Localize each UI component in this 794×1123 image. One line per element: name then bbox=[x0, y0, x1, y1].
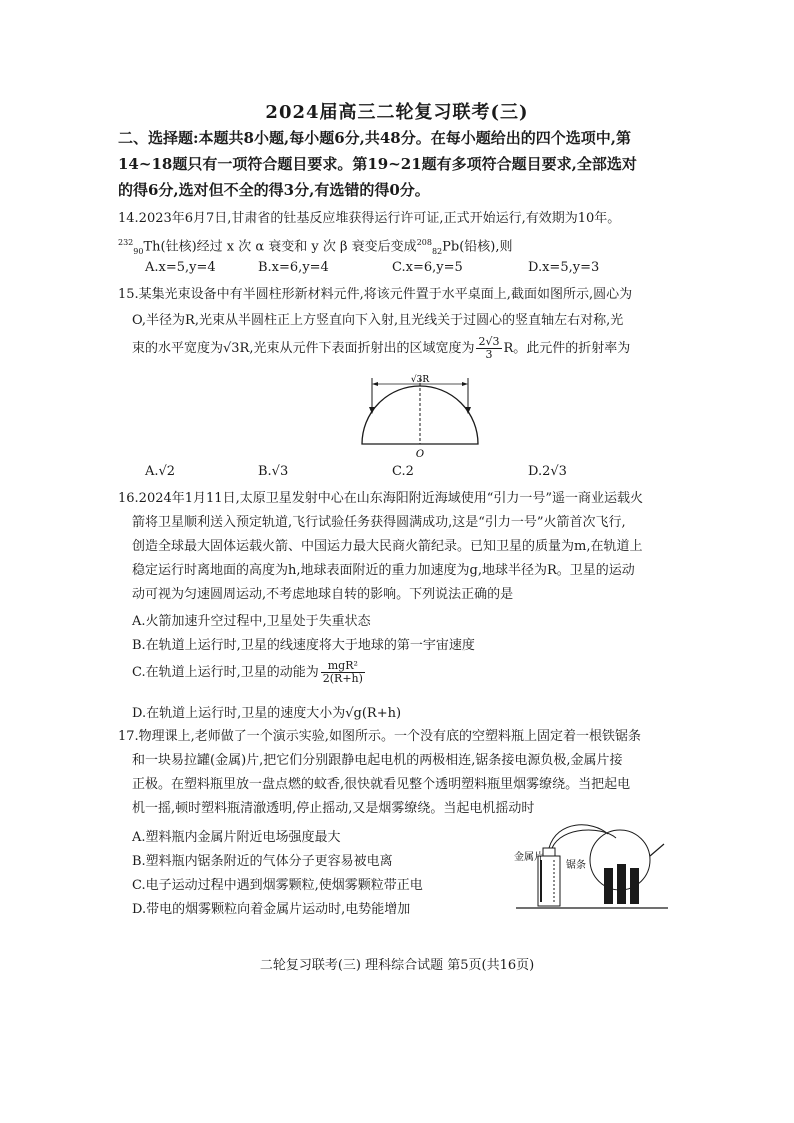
pb-mass-number: 208 bbox=[416, 238, 432, 247]
q17-line-3: 正极。在塑料瓶里放一盘点燃的蚊香,很快就看见整个透明塑料瓶里烟雾缭绕。当把起电 bbox=[132, 777, 631, 792]
q16-option-a: A.火箭加速升空过程中,卫星处于失重状态 bbox=[132, 614, 371, 629]
metal-label-text: 金属片 bbox=[514, 852, 544, 863]
q15-line-2: O,半径为R,光束从半圆柱正上方竖直向下入射,且光线关于过圆心的竖直轴左右对称,光 bbox=[132, 313, 624, 328]
q15-fraction bbox=[476, 336, 501, 361]
left-beam-arrow bbox=[369, 407, 375, 414]
generator-leg-right bbox=[630, 868, 639, 904]
page-footer: 二轮复习联考(三) 理科综合试题 第5页(共16页) bbox=[259, 958, 535, 973]
q17-line-2: 和一块易拉罐(金属)片,把它们分别跟静电起电机的两极相连,锯条接电源负极,金属片接 bbox=[132, 753, 623, 768]
q14-option-d: D.x=5,y=3 bbox=[528, 260, 600, 275]
width-label: √3R bbox=[410, 375, 430, 385]
q15-option-b: B.√3 bbox=[258, 464, 289, 479]
metal-label bbox=[514, 850, 544, 863]
saw-label-text: 锯条 bbox=[566, 860, 586, 871]
q15-line-3b: R。此元件的折射率为 bbox=[503, 341, 631, 356]
section-line-2: 14~18题只有一项符合题目要求。第19~21题有多项符合题目要求,全部选对 bbox=[118, 155, 637, 173]
q17-line-1: 17.物理课上,老师做了一个演示实验,如图所示。一个没有底的空塑料瓶上固定着一根铁锯条 bbox=[118, 729, 641, 744]
bottle-neck bbox=[543, 848, 555, 856]
electrostatic-figure bbox=[512, 816, 672, 916]
q16-line-5: 动可视为匀速圆周运动,不考虑地球自转的影响。下列说法正确的是 bbox=[132, 587, 514, 602]
q16-line-3: 创造全球最大固体运载火箭、中国运力最大民商火箭纪录。已知卫星的质量为m,在轨道上 bbox=[132, 539, 643, 554]
section-line-3: 的得6分,选对但不全的得3分,有选错的得0分。 bbox=[118, 181, 430, 199]
generator-crank bbox=[650, 844, 664, 856]
q16-line-4: 稳定运行时离地面的高度为h,地球表面附近的重力加速度为g,地球半径为R。卫星的运动 bbox=[132, 563, 635, 578]
q17-option-d: D.带电的烟雾颗粒向着金属片运动时,电势能增加 bbox=[132, 902, 411, 917]
q16-optc-num: mgR² bbox=[321, 660, 365, 673]
wire-1 bbox=[549, 825, 608, 848]
th-atomic-number: 90 bbox=[133, 246, 144, 256]
q17-option-b: B.塑料瓶内锯条附近的气体分子更容易被电离 bbox=[132, 854, 393, 869]
saw-label bbox=[566, 858, 586, 871]
q17-option-c: C.电子运动过程中遇到烟雾颗粒,使烟雾颗粒带正电 bbox=[132, 878, 423, 893]
q16-line-2: 箭将卫星顺利送入预定轨道,飞行试验任务获得圆满成功,这是“引力一号”火箭首次飞行, bbox=[132, 515, 626, 530]
q14-line-2a: Th(钍核)经过 x 次 α 衰变和 y 次 β 衰变后变成 bbox=[143, 239, 417, 255]
width-arrow-right bbox=[462, 382, 468, 386]
right-beam-arrow bbox=[465, 407, 471, 414]
q16-optc-den: 2(R+h) bbox=[322, 672, 363, 685]
q17-option-a: A.塑料瓶内金属片附近电场强度最大 bbox=[132, 830, 341, 845]
q16-option-c bbox=[132, 660, 367, 685]
q17-line-4: 机一摇,顿时塑料瓶清澈透明,停止摇动,又是烟雾缭绕。当起电机摇动时 bbox=[132, 801, 535, 816]
q16-option-c-fraction bbox=[321, 660, 365, 685]
q16-option-d: D.在轨道上运行时,卫星的速度大小为√g(R+h) bbox=[132, 706, 402, 721]
q14-line-2b: Pb(铅核),则 bbox=[442, 239, 513, 255]
q15-option-c: C.2 bbox=[392, 464, 414, 479]
q16-line-1: 16.2024年1月11日,太原卫星发射中心在山东海阳附近海域使用“引力一号”遥一商业运载火 bbox=[118, 491, 643, 506]
page-title: 2024届高三二轮复习联考(三) bbox=[265, 102, 529, 123]
q15-line-1: 15.某集光束设备中有半圆柱形新材料元件,将该元件置于水平桌面上,截面如图所示,圆心为 bbox=[118, 287, 633, 302]
pb-atomic-number: 82 bbox=[431, 246, 443, 256]
q15-line-3 bbox=[132, 336, 630, 361]
generator-leg-middle bbox=[617, 864, 626, 904]
semicircle-figure bbox=[350, 372, 490, 460]
generator-leg-left bbox=[604, 868, 613, 904]
q14-option-b: B.x=6,y=4 bbox=[258, 260, 329, 275]
center-label: O bbox=[415, 449, 425, 460]
q14-option-c: C.x=6,y=5 bbox=[392, 260, 463, 275]
q15-line-3a: 束的水平宽度为√3R,光束从元件下表面折射出的区域宽度为 bbox=[132, 341, 475, 356]
q15-option-a: A.√2 bbox=[145, 464, 176, 479]
width-arrow-left bbox=[372, 382, 378, 386]
wire-2 bbox=[552, 830, 616, 848]
th-mass-number: 232 bbox=[118, 238, 134, 247]
q16-option-c-text: C.在轨道上运行时,卫星的动能为 bbox=[132, 665, 319, 680]
q15-frac-num: 2√3 bbox=[478, 335, 500, 348]
q15-frac-den: 3 bbox=[485, 348, 493, 361]
section-line-1: 二、选择题:本题共8小题,每小题6分,共48分。在每小题给出的四个选项中,第 bbox=[118, 129, 631, 147]
q14-option-a: A.x=5,y=4 bbox=[145, 260, 216, 275]
q16-option-b: B.在轨道上运行时,卫星的线速度将大于地球的第一宇宙速度 bbox=[132, 638, 475, 653]
q14-line-2 bbox=[118, 234, 513, 261]
q15-option-d: D.2√3 bbox=[528, 464, 567, 479]
q14-line-1: 14.2023年6月7日,甘肃省的钍基反应堆获得运行许可证,正式开始运行,有效期为10年。 bbox=[118, 211, 621, 226]
